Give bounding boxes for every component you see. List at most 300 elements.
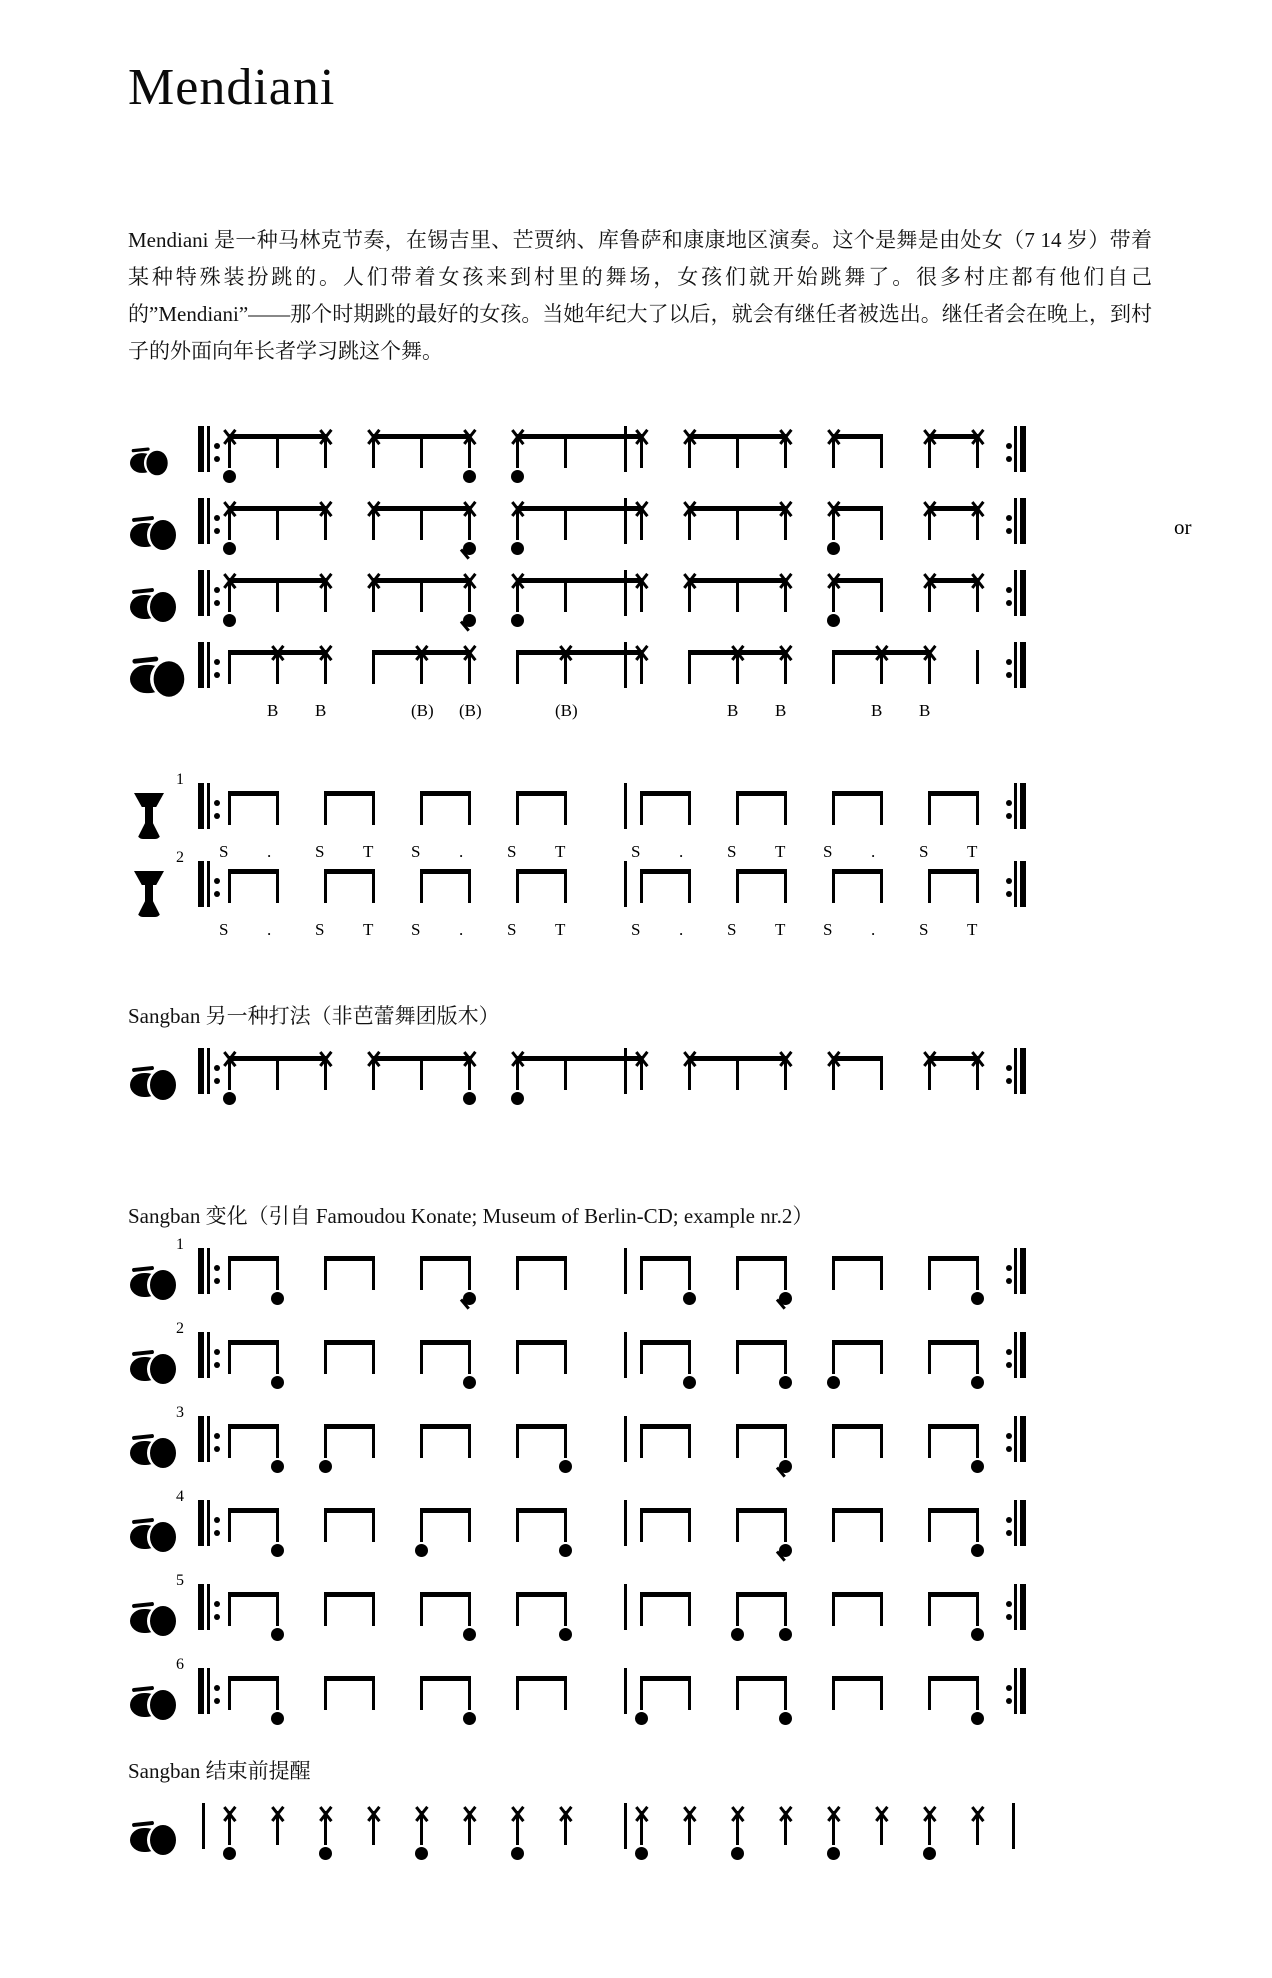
dundun-medium-icon [128, 576, 184, 632]
beam [736, 869, 787, 874]
beam [420, 1256, 471, 1261]
beam [516, 434, 643, 439]
barline-thin [1014, 498, 1017, 544]
bass-notehead [731, 1847, 744, 1860]
beam [516, 791, 567, 796]
barline [624, 1416, 627, 1462]
beam [228, 1424, 279, 1429]
note-stem [880, 1508, 883, 1542]
dundun-medium-icon [128, 1338, 184, 1394]
beam [228, 1676, 279, 1681]
drum-head [154, 661, 185, 696]
dundun-body [130, 1690, 176, 1720]
note-stem [276, 1592, 279, 1626]
repeat-dots [1006, 436, 1012, 469]
x-notehead [921, 1050, 939, 1068]
or-label: or [1174, 515, 1192, 539]
barline-thick [1020, 1048, 1026, 1094]
x-notehead [921, 644, 939, 662]
beam [516, 1424, 567, 1429]
note-stem [276, 1508, 279, 1542]
note-stem [976, 1424, 979, 1458]
x-notehead [969, 1050, 987, 1068]
note-stem [372, 1256, 375, 1290]
drum-head [150, 1606, 176, 1636]
note-stem [928, 1592, 931, 1626]
note-stem [880, 1056, 883, 1090]
barline-thin [1014, 426, 1017, 472]
x-notehead [969, 572, 987, 590]
bass-notehead [971, 1544, 984, 1557]
beam [640, 1592, 691, 1597]
note-stem [468, 1676, 471, 1710]
x-notehead [365, 1050, 383, 1068]
note-stem [564, 1056, 567, 1090]
x-notehead [269, 644, 287, 662]
repeat-dots [1006, 1594, 1012, 1627]
note-stem [640, 1676, 643, 1710]
note-stem [420, 1256, 423, 1290]
note-stem [516, 1340, 519, 1374]
heading-sangban-var: Sangban 变化（引自 Famoudou Konate; Museum of Berlin-CD; example nr.2） [128, 1204, 814, 1228]
note-stem [928, 1676, 931, 1710]
note-stem [880, 1676, 883, 1710]
repeat-dots [1006, 871, 1012, 904]
note-stem [784, 1676, 787, 1710]
drum-head [150, 1522, 176, 1552]
note-stem [736, 1424, 739, 1458]
note-stem [736, 506, 739, 540]
note-label: S [219, 842, 229, 861]
beam [928, 1508, 979, 1513]
x-notehead [461, 1050, 479, 1068]
note-label: B [871, 701, 883, 720]
note-stem [228, 1256, 231, 1290]
note-stem [420, 1676, 423, 1710]
bass-notehead [971, 1376, 984, 1389]
bass-notehead [827, 1376, 840, 1389]
barline-thick [1020, 1248, 1026, 1294]
note-label: . [679, 842, 684, 861]
x-notehead [681, 572, 699, 590]
barline-thick [1020, 1500, 1026, 1546]
note-stem [736, 1592, 739, 1626]
djembe-icon [128, 867, 184, 923]
note-label: . [679, 920, 684, 939]
x-notehead [221, 1805, 239, 1823]
drum-head [150, 1690, 176, 1720]
note-label: S [315, 842, 325, 861]
bass-notehead [511, 1092, 524, 1105]
dundun-body [130, 592, 176, 622]
barline [624, 1584, 627, 1630]
dundun-large-icon [128, 648, 184, 704]
beam [832, 791, 883, 796]
note-stem [688, 791, 691, 825]
bass-notehead [271, 1292, 284, 1305]
note-label: . [871, 842, 876, 861]
beam [324, 1592, 375, 1597]
note-label: . [459, 842, 464, 861]
note-stem [976, 1508, 979, 1542]
x-notehead [557, 1805, 575, 1823]
bass-notehead [683, 1292, 696, 1305]
drum-stick [132, 1821, 154, 1827]
barline-thick [198, 1584, 204, 1630]
drum-stick [132, 1350, 154, 1356]
bass-notehead [731, 1628, 744, 1641]
bass-notehead [559, 1544, 572, 1557]
note-stem [880, 869, 883, 903]
barline-thin [207, 783, 210, 829]
barline-thin [207, 498, 210, 544]
note-stem [976, 650, 979, 684]
repeat-dots [214, 1426, 220, 1459]
note-stem [928, 791, 931, 825]
bass-notehead [463, 1092, 476, 1105]
bass-notehead [463, 1712, 476, 1725]
drum-head [146, 451, 167, 476]
note-stem [564, 1508, 567, 1542]
x-notehead [921, 572, 939, 590]
note-stem [228, 869, 231, 903]
beam [420, 869, 471, 874]
note-label: B [919, 701, 931, 720]
note-stem [372, 791, 375, 825]
note-stem [564, 1424, 567, 1458]
drum-stick [132, 1434, 154, 1440]
barline-thin [1014, 783, 1017, 829]
beam [420, 1592, 471, 1597]
repeat-dots [214, 1594, 220, 1627]
note-stem [276, 791, 279, 825]
bass-notehead [511, 542, 524, 555]
note-stem [736, 578, 739, 612]
staff-row [128, 1040, 1148, 1126]
note-stem [468, 1340, 471, 1374]
x-notehead [777, 1050, 795, 1068]
note-label: S [631, 920, 641, 939]
bass-notehead [827, 1847, 840, 1860]
barline-thick [1020, 1332, 1026, 1378]
x-notehead [317, 572, 335, 590]
repeat-dots [214, 1342, 220, 1375]
barline [624, 1048, 627, 1094]
dundun-medium-icon [128, 1422, 184, 1478]
note-stem [688, 1256, 691, 1290]
dundun-medium-icon [128, 1054, 184, 1110]
note-stem [564, 1592, 567, 1626]
drum-head [150, 1438, 176, 1468]
x-notehead [873, 644, 891, 662]
staff-number: 2 [176, 849, 184, 866]
note-stem [928, 1508, 931, 1542]
drum-head [150, 1825, 176, 1855]
note-stem [564, 578, 567, 612]
note-stem [372, 1424, 375, 1458]
x-notehead [969, 1805, 987, 1823]
note-stem [688, 1676, 691, 1710]
note-stem [688, 650, 691, 684]
x-notehead [317, 1805, 335, 1823]
note-stem [324, 1676, 327, 1710]
beam [228, 1340, 279, 1345]
note-label: T [555, 920, 566, 939]
note-stem [228, 650, 231, 684]
x-notehead [413, 644, 431, 662]
x-notehead [365, 500, 383, 518]
barline [624, 498, 627, 544]
bass-notehead [635, 1847, 648, 1860]
beam [324, 1340, 375, 1345]
bass-notehead [223, 1092, 236, 1105]
bass-notehead [779, 1712, 792, 1725]
note-stem [420, 1508, 423, 1542]
barline [624, 1332, 627, 1378]
barline-thin [1014, 1668, 1017, 1714]
bass-notehead [271, 1460, 284, 1473]
staff-number: 3 [176, 1404, 184, 1421]
x-notehead [633, 1050, 651, 1068]
x-notehead [729, 644, 747, 662]
note-stem [832, 650, 835, 684]
note-stem [276, 434, 279, 468]
repeat-dots [1006, 1426, 1012, 1459]
note-label: T [775, 842, 786, 861]
djembe-stem [145, 805, 153, 823]
note-stem [976, 1256, 979, 1290]
x-notehead [921, 428, 939, 446]
x-notehead [461, 428, 479, 446]
barline-thick [198, 783, 204, 829]
note-stem [420, 791, 423, 825]
djembe-foot [137, 821, 161, 839]
note-stem [420, 578, 423, 612]
barline-thin [207, 426, 210, 472]
x-notehead [317, 428, 335, 446]
beam [420, 1508, 471, 1513]
beam [324, 791, 375, 796]
note-stem [976, 791, 979, 825]
note-stem [468, 1508, 471, 1542]
bass-notehead [779, 1628, 792, 1641]
beam [516, 1676, 567, 1681]
note-label: S [631, 842, 641, 861]
beam [228, 869, 279, 874]
beam [736, 1424, 787, 1429]
barline-thick [1020, 1584, 1026, 1630]
note-label: T [967, 842, 978, 861]
staff-number: 6 [176, 1656, 184, 1673]
x-notehead [365, 572, 383, 590]
note-stem [640, 791, 643, 825]
barline-thick [198, 1668, 204, 1714]
beam [420, 1340, 471, 1345]
note-stem [516, 650, 519, 684]
beam [640, 1508, 691, 1513]
note-stem [420, 1056, 423, 1090]
note-stem [468, 1424, 471, 1458]
drum-stick [132, 1686, 154, 1692]
note-stem [736, 1056, 739, 1090]
x-notehead [317, 500, 335, 518]
note-stem [736, 1676, 739, 1710]
staff-row [128, 771, 1148, 861]
staff-row [128, 1572, 1148, 1662]
note-label: S [823, 920, 833, 939]
note-stem [324, 1592, 327, 1626]
staff-number: 4 [176, 1488, 184, 1505]
heading-sangban-end: Sangban 结束前提醒 [128, 1759, 311, 1783]
beam [640, 1256, 691, 1261]
note-stem [324, 1340, 327, 1374]
x-notehead [221, 572, 239, 590]
bass-notehead [971, 1460, 984, 1473]
x-notehead [777, 644, 795, 662]
note-stem [228, 1424, 231, 1458]
note-stem [468, 791, 471, 825]
bass-notehead [463, 1628, 476, 1641]
note-label: S [315, 920, 325, 939]
beam [420, 1676, 471, 1681]
djembe-body [134, 793, 164, 839]
x-notehead [461, 1805, 479, 1823]
barline-thin [1014, 1584, 1017, 1630]
note-stem [640, 869, 643, 903]
note-stem [640, 1424, 643, 1458]
bass-notehead [511, 614, 524, 627]
x-notehead [969, 428, 987, 446]
note-stem [976, 1592, 979, 1626]
x-notehead [221, 500, 239, 518]
beam [736, 1508, 787, 1513]
repeat-dots [1006, 508, 1012, 541]
x-notehead [413, 1805, 431, 1823]
barline-thick [1020, 861, 1026, 907]
x-notehead [777, 572, 795, 590]
bass-notehead [415, 1847, 428, 1860]
beam [928, 1592, 979, 1597]
barline [624, 642, 627, 688]
x-notehead [873, 1805, 891, 1823]
x-notehead [557, 644, 575, 662]
page-title: Mendiani [128, 59, 336, 116]
barline-thin [207, 1248, 210, 1294]
barline [624, 1500, 627, 1546]
bass-notehead [779, 1376, 792, 1389]
repeat-dots [214, 580, 220, 613]
repeat-dots [214, 1510, 220, 1543]
note-stem [420, 1424, 423, 1458]
note-label: S [727, 920, 737, 939]
x-notehead [825, 1050, 843, 1068]
note-stem [372, 650, 375, 684]
dundun-medium-icon [128, 1590, 184, 1646]
note-stem [832, 1508, 835, 1542]
x-notehead [633, 644, 651, 662]
beam [516, 1340, 567, 1345]
drum-stick [132, 1266, 154, 1272]
drum-head [150, 520, 176, 550]
note-stem [516, 1424, 519, 1458]
note-stem [228, 791, 231, 825]
x-notehead [921, 1805, 939, 1823]
note-label: S [507, 842, 517, 861]
drum-head [150, 592, 176, 622]
barline-thin [207, 1332, 210, 1378]
beam [736, 1340, 787, 1345]
note-stem [832, 791, 835, 825]
staff-number: 2 [176, 1320, 184, 1337]
note-stem [736, 434, 739, 468]
note-label: B [267, 701, 279, 720]
bass-notehead [463, 1376, 476, 1389]
staff-row [128, 1488, 1148, 1578]
note-stem [228, 1340, 231, 1374]
staff-number: 1 [176, 771, 184, 788]
note-stem [784, 1424, 787, 1458]
note-label: B [315, 701, 327, 720]
note-stem [228, 1592, 231, 1626]
bass-notehead [827, 542, 840, 555]
beam [420, 791, 471, 796]
x-notehead [921, 500, 939, 518]
barline [624, 783, 627, 829]
note-stem [880, 1256, 883, 1290]
x-notehead [825, 428, 843, 446]
note-stem [784, 1508, 787, 1542]
barline [624, 1248, 627, 1294]
dundun-small-icon [128, 432, 184, 488]
barline-thick [198, 1416, 204, 1462]
beam [928, 1256, 979, 1261]
note-stem [784, 869, 787, 903]
note-stem [640, 1256, 643, 1290]
note-label: T [775, 920, 786, 939]
bass-notehead [779, 1292, 792, 1305]
barline-thin [1014, 642, 1017, 688]
repeat-dots [214, 1058, 220, 1091]
bass-notehead [683, 1376, 696, 1389]
note-label: . [871, 920, 876, 939]
djembe-stem [145, 883, 153, 901]
x-notehead [509, 428, 527, 446]
dundun-body [130, 661, 184, 696]
note-stem [784, 1256, 787, 1290]
note-stem [372, 1592, 375, 1626]
staff-row [128, 1404, 1148, 1494]
barline-thin [207, 1668, 210, 1714]
note-stem [688, 1592, 691, 1626]
barline-thin [207, 1500, 210, 1546]
x-notehead [681, 1050, 699, 1068]
beam [324, 1424, 375, 1429]
bass-notehead [779, 1544, 792, 1557]
note-stem [324, 869, 327, 903]
note-stem [880, 434, 883, 468]
drum-stick [132, 447, 150, 452]
note-label: S [411, 920, 421, 939]
note-stem [928, 1424, 931, 1458]
note-stem [276, 1676, 279, 1710]
staff-number: 5 [176, 1572, 184, 1589]
note-stem [324, 1508, 327, 1542]
beam [324, 1256, 375, 1261]
note-stem [324, 1424, 327, 1458]
note-stem [928, 1256, 931, 1290]
staff-row [128, 849, 1148, 939]
bass-notehead [415, 1544, 428, 1557]
